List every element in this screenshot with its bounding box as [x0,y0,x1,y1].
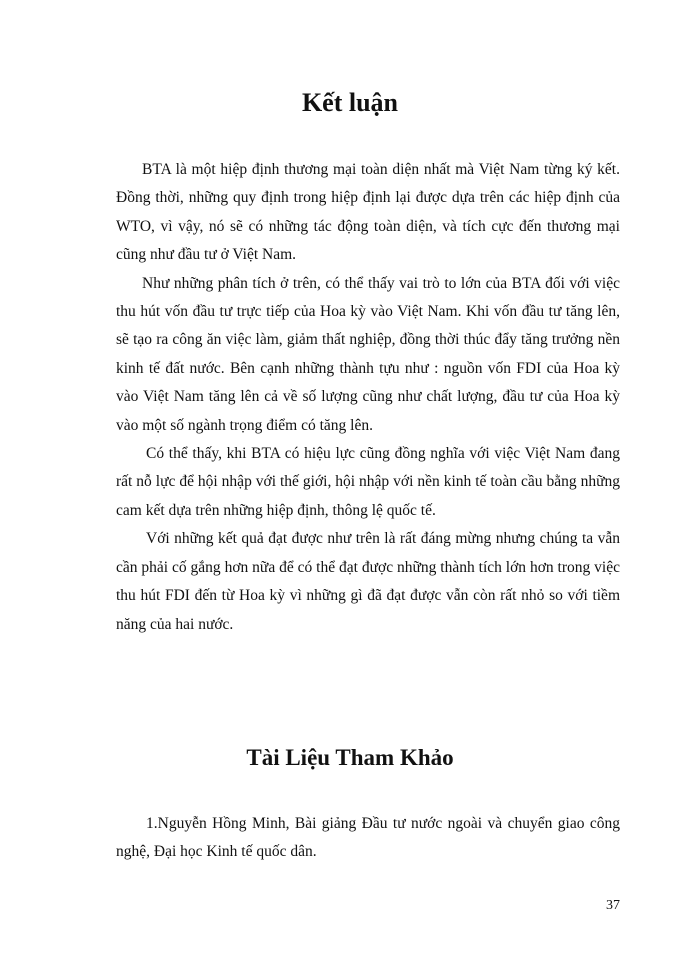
reference-item-1: 1.Nguyễn Hồng Minh, Bài giảng Đầu tư nước ngoài và chuyển giao công nghệ, Đại học Kinh tế quốc dân. [116,815,620,861]
conclusion-paragraph-2: Như những phân tích ở trên, có thể thấy vai trò to lớn của BTA đối với việc thu hút vốn đầu tư trực tiếp của Hoa kỳ vào Việt Nam. Khi vốn đầu tư tăng lên, sẽ tạo ra công ăn việc làm, giảm thất nghiệp, đồng thời thúc đẩy tăng trưởng nền kinh tế đất nước. Bên cạnh những thành tựu như : nguồn vốn FDI của Hoa kỳ vào Việt Nam tăng lên cả về số lượng cũng như chất lượng, đầu tư của Hoa kỳ vào một số ngành trọng điểm có tăng lên. [116,274,620,434]
page-number: 37 [606,898,620,913]
references-heading: Tài Liệu Tham Khảo [246,745,454,770]
conclusion-heading: Kết luận [301,88,399,117]
conclusion-paragraph-4: Với những kết quả đạt được như trên là rất đáng mừng nhưng chúng ta vẫn cần phải cố gắng hơn nữa để có thể đạt được những thành tích lớn hơn trong việc thu hút FDI đến từ Hoa kỳ vì những gì đã đạt được vẫn còn rất nhỏ so với tiềm năng của hai nước. [116,530,620,633]
conclusion-paragraph-1: BTA là một hiệp định thương mại toàn diện nhất mà Việt Nam từng ký kết. Đồng thời, những quy định trong hiệp định lại được dựa trên các hiệp định của WTO, vì vậy, nó sẽ có những tác động toàn diện, và tích cực đến thương mại cũng như đầu tư ở Việt Nam. [116,161,620,264]
references-list [116,810,620,867]
conclusion-body [116,156,620,639]
conclusion-paragraph-3: Có thể thấy, khi BTA có hiệu lực cũng đồng nghĩa với việc Việt Nam đang rất nỗ lực để hội nhập với thế giới, hội nhập với nền kinh tế toàn cầu bằng những cam kết dựa trên những hiệp định, thông lệ quốc tế. [116,445,620,519]
